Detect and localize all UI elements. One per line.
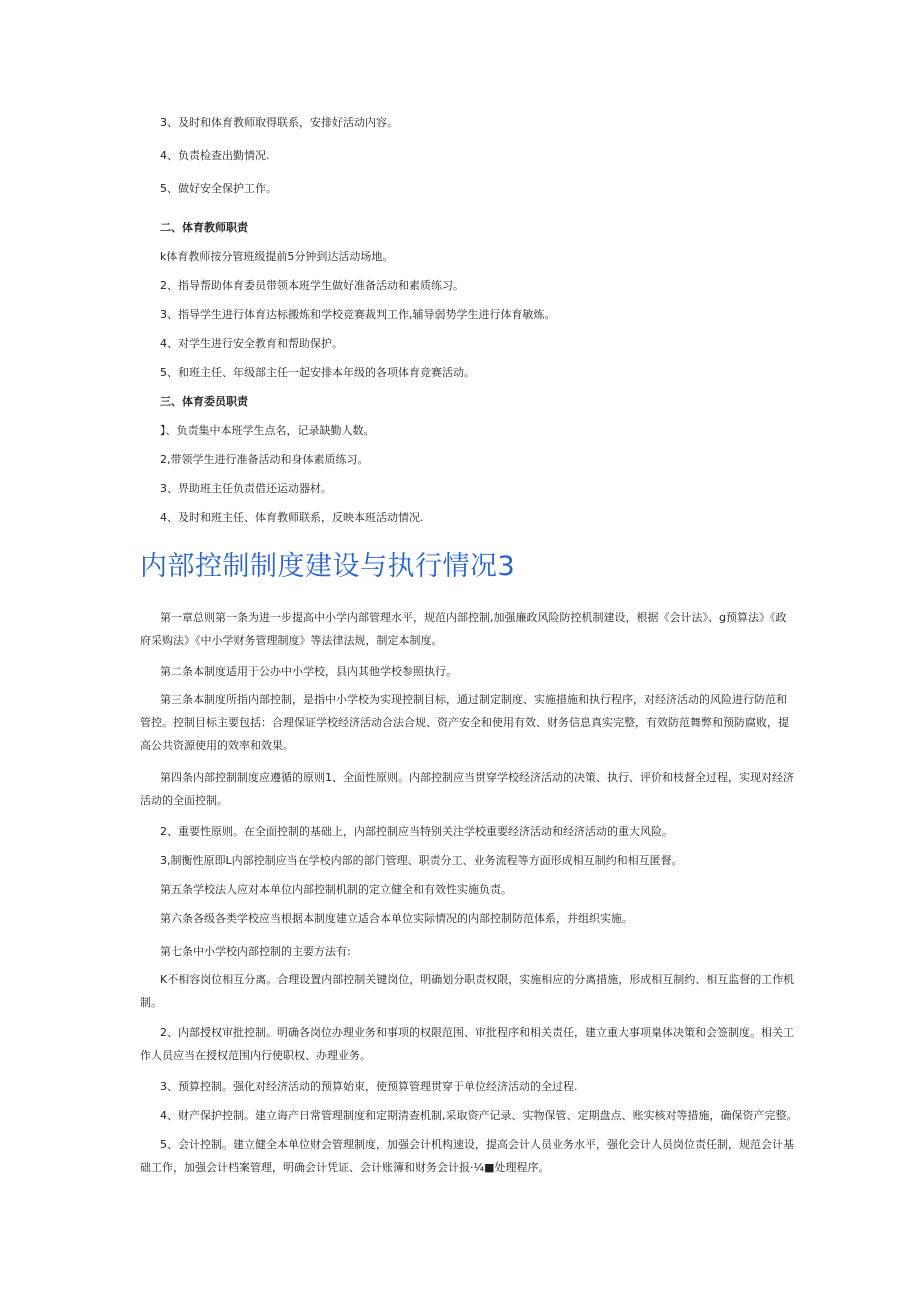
list-item: 2、指导帮助体育委员带领本班学生做好准备活动和素质练习。	[160, 279, 464, 292]
list-item: 2,带领学生进行准备活动和身体素质练习。	[160, 453, 369, 466]
paragraph: 第五条学校法人应对本单位内部控制机制的定立健全和有效性实施负责。	[160, 883, 512, 896]
paragraph: 3、预算控制。强化对经济活动的预算始束，使预算管理贯穿于单位经济活动的全过程.	[160, 1080, 578, 1093]
paragraph: 5、会计控制。建立健全本单位财会管理制度，加强会计机构速设，提高会计人员业务水平，强化会计人员岗位责任制，规范会计基础工作，加强会计档案管理，明确会计凭证、会计账簿和财务会计报·¼■处理程序。	[140, 1138, 794, 1174]
paragraph: 3,制衡性原即L内部控制应当在学校内部的部门管理、职责分工、业务流程等方面形成相互制约和相互匿督。	[160, 854, 683, 867]
paragraph: 第一章总则第一条为进一步提高中小学内部管理水平，规范内部控制,加强廉政风险防控机制建设，根据《会计法》、g预算法》《政府采购法》《中小学财务管理制度》等法律法规，制定本制度。	[140, 611, 787, 647]
list-item: k体育教师按分管班级提前5分钟到达活动场地。	[160, 250, 394, 263]
page-title: 内部控制制度建设与执行情况3	[140, 551, 516, 582]
paragraph: 第七条中小学校内部控制的主要方法有:	[160, 945, 351, 958]
list-item: 4、对学生进行安全教育和帮助保护。	[160, 337, 343, 350]
paragraph: 2、内部授权审批控制。明确各岗位办理业务和事项的权限范围、审批程序和相关责任，建立重大事项臬体决策和会签制度。相关工作人员应当在授权范围内行使职权、办理业务。	[140, 1026, 794, 1062]
paragraph: 2、重要性原则。在全面控制的基础上，内部控制应当特别关注学校重要经济活动和经济活动的重大风险。	[160, 825, 673, 838]
section-heading-teacher: 二、体育教师职责	[160, 221, 248, 234]
list-item: 3、畀助班主任负责借还运动器材。	[160, 482, 332, 495]
list-item: 5、和班主任、年级部主任一起安排本年级的各项体育竞赛活动。	[160, 366, 475, 379]
list-item: 4、及时和班主任、体育教师联系，反映本班活动情况.	[160, 511, 424, 524]
paragraph: 4、财产保护控制。建立诲产日常管理制度和定期清查机制,采取资产记录、实物保管、定期盘点、账实核对等措施，确保资产完整。	[160, 1109, 798, 1122]
paragraph: 第二条本制度适用于公办中小学校，县内其他学校参照执行。	[160, 665, 457, 678]
list-item: 3、指导学生进行体育达标搬炼和学校竞赛裁判工作,辅导弱势学生进行体育敏炼。	[160, 308, 556, 321]
section-heading-monitor: 三、体育委员职责	[160, 395, 248, 408]
paragraph: 第六条各级各类学校应当根据本制度建立适合本单位实际情况的内部控制防范体系，并组织实施。	[160, 912, 633, 925]
paragraph: 第四条内部控制制度应遵循的原则1、全面性原则。内部控制应当贯穿学校经济活动的决策、执行、评价和枝督全过程，实现对经济活动的全面控制。	[140, 771, 794, 807]
paragraph: 第三条本制度所指内部控制，是指中小学校为实现控制目标，通过制定制度、实施措施和执行程序，对经济活动的风险进行防范和管控。控制目标主要包括：合理保证学校经济活动合法合规、资产安全和使用有效、财务信息真实完整，有效防范舞弊和预防腐败，提高公共资源使用的效率和效果。	[140, 693, 789, 752]
list-item: 】、负责集中本班学生点名，记录缺勤人数。	[160, 424, 375, 437]
paragraph: K不相容岗位相互分离。合理设置内部控制关键岗位，明确划分职责权限，实施相应的分离措施，形成相互制约、相互监督的工作机制。	[140, 973, 795, 1009]
list-item: 3、及时和体育教师取得联系，安排好活动内容。	[160, 116, 398, 129]
list-item: 4、负责检查出勤情况.	[160, 149, 270, 162]
list-item: 5、做好安全保护工作。	[160, 182, 277, 195]
